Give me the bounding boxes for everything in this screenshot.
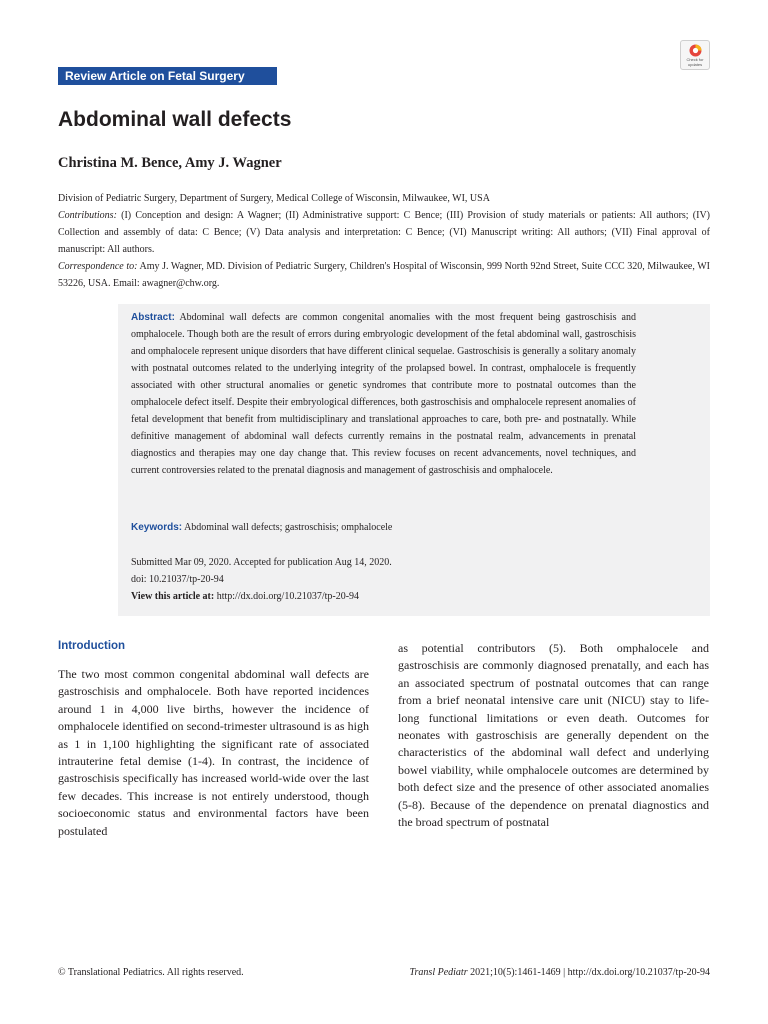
doi: doi: 10.21037/tp-20-94: [131, 574, 224, 585]
contributions-text: (I) Conception and design: A Wagner; (II) Administrative support: C Bence; (III) Provision of study materials or patients: All authors; (IV) Collection and assembly of data: C Bence; (V) Data analysis and interpretation: C Bence; (VI) Manuscript writing: All authors; (VII) Final approval of manuscript: All authors.: [58, 210, 711, 255]
article-title: Abdominal wall defects: [58, 108, 292, 131]
correspondence-label: Correspondence to:: [58, 261, 138, 272]
citation: [410, 967, 710, 978]
check-for-updates-badge[interactable]: [680, 40, 710, 70]
affiliation: Division of Pediatric Surgery, Department of Surgery, Medical College of Wisconsin, Milwaukee, WI, USA: [58, 193, 490, 204]
contributions: [58, 207, 710, 258]
contributions-label: Contributions:: [58, 210, 117, 221]
view-article: [131, 591, 359, 602]
body-column-left: The two most common congenital abdominal wall defects are gastroschisis and omphalocele. Both have reported incidences around 1 in 4,000 live births, however the incidence of omphalocele identified on second-trimester ultrasound is as high as 1 in 1,100 highlighting the significant rate of associated intrauterine fetal demise (1-4). In contrast, the incidence of gastroschisis specifically has increased world-wide over the last few decades. This increase is not entirely understood, though socioeconomic status and environmental factors have been postulated: [58, 667, 369, 838]
correspondence: [58, 258, 710, 292]
citation-volume: 2021;10(5):1461-1469: [470, 967, 561, 978]
copyright: © Translational Pediatrics. All rights reserved.: [58, 967, 244, 978]
authors: Christina M. Bence, Amy J. Wagner: [58, 155, 282, 171]
body-column-right: as potential contributors (5). Both omphalocele and gastroschisis are commonly diagnosed prenatally, and each has an associated spectrum of postnatal outcomes that can range from a brief neonatal intensive care unit (NICU) stay to life-long functional limitations or even death. Outcomes for neonates with gastroschisis are generally dependent on the characteristics of the abdominal wall defect and underlying bowel viability, while omphalocele outcomes are determined by both defect size and the presence of other associated anomalies (5-8). Because of the dependence on prenatal diagnostics and the broad spectrum of postnatal: [398, 641, 709, 830]
keywords-label: Keywords:: [131, 522, 183, 533]
journal-name: Transl Pediatr: [409, 967, 468, 978]
view-article-label: View this article at:: [131, 591, 215, 602]
keywords: [131, 522, 392, 533]
abstract-text: Abdominal wall defects are common congenital anomalies with the most frequent being gastroschisis and omphalocele. Though both are the result of errors during embryologic development of the fetal abdominal wall, gastroschisis and omphalocele represent unique disorders that have different clinical sequelae. Gastroschisis is generally a solitary anomaly with postnatal outcomes related to the underlying integrity of the prolapsed bowel. In contrast, omphalocele is frequently associated with other structural anomalies or genetic syndromes that contribute more to postnatal outcomes than the omphalocele defect itself. Despite their embryological differences, both gastroschisis and omphalocele represent anomalies of fetal development that benefit from multidisciplinary and translational approaches to care, both pre- and postnatally. While definitive management of abdominal wall defects currently remains in the postnatal realm, advancements in prenatal diagnostics and therapies may one day change that. This review focuses on recent advancements, novel techniques, and current controversies related to the prenatal diagnosis and management of gastroschisis and omphalocele.: [131, 312, 637, 476]
check-for-updates-label: Check for updates: [686, 57, 704, 67]
correspondence-text: Amy J. Wagner, MD. Division of Pediatric Surgery, Children's Hospital of Wisconsin, 999 North 92nd Street, Suite CCC 320, Milwaukee, WI 53226, USA. Email: awagner@chw.org.: [58, 261, 711, 289]
keywords-text: Abdominal wall defects; gastroschisis; omphalocele: [184, 522, 393, 533]
view-article-link[interactable]: http://dx.doi.org/10.21037/tp-20-94: [216, 591, 360, 602]
abstract-label: Abstract:: [131, 312, 175, 323]
abstract: [131, 309, 636, 479]
article-type-banner: Review Article on Fetal Surgery: [58, 67, 277, 85]
check-for-updates-icon: [689, 44, 702, 57]
footer-separator: |: [563, 967, 566, 978]
footer-doi-link[interactable]: http://dx.doi.org/10.21037/tp-20-94: [567, 967, 710, 978]
section-heading-introduction: Introduction: [58, 640, 126, 652]
submission-dates: Submitted Mar 09, 2020. Accepted for publication Aug 14, 2020.: [131, 557, 392, 568]
